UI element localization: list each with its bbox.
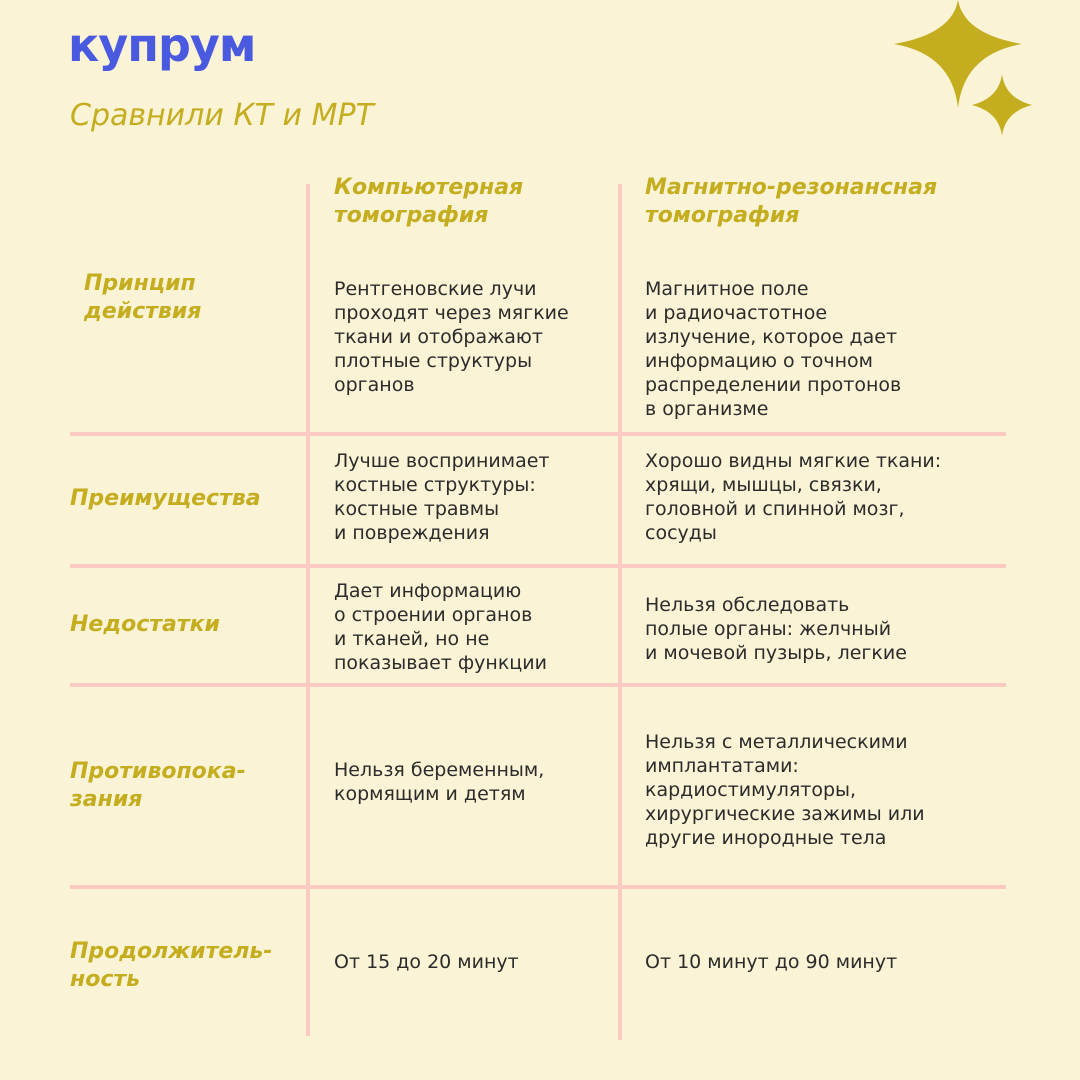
sparkle-stars-icon [880, 0, 1050, 150]
small-star-icon [972, 74, 1032, 136]
column-header-ct: Компьютерная томография [334, 175, 524, 228]
cell-ct-contraindications: Нельзя беременным, кормящим и детям [334, 759, 545, 805]
row-divider-2 [70, 564, 1006, 568]
row-divider-1 [70, 432, 1006, 436]
cell-mri-duration: От 10 минут до 90 минут [645, 951, 898, 973]
row-label-disadvantages: Недостатки [70, 612, 220, 637]
cell-mri-principle: Магнитное поле и радиочастотное излучение, которое дает информацию о точном распределении протонов в организме [645, 278, 902, 420]
cell-mri-contraindications: Нельзя с металлическими имплантатами: кардиостимуляторы, хирургические зажимы или другие инородные тела [645, 731, 925, 849]
column-divider-2 [618, 184, 622, 1040]
row-label-contraindications: Противопока- зания [70, 759, 246, 812]
row-label-principle: Принцип действия [84, 271, 202, 324]
cell-mri-disadvantages: Нельзя обследовать полые органы: желчный и мочевой пузырь, легкие [645, 594, 907, 664]
cell-ct-principle: Рентгеновские лучи проходят через мягкие ткани и отображают плотные структуры органов [334, 278, 569, 396]
brand-logo: купрум [68, 18, 256, 72]
row-label-advantages: Преимущества [70, 486, 261, 511]
column-header-mri: Магнитно-резонансная томография [645, 175, 938, 228]
row-label-duration: Продолжитель- ность [70, 939, 273, 992]
row-divider-3 [70, 683, 1006, 687]
page-subtitle: Сравнили КТ и МРТ [70, 98, 374, 133]
cell-ct-disadvantages: Дает информацию о строении органов и тканей, но не показывает функции [334, 580, 547, 674]
cell-ct-advantages: Лучше воспринимает костные структуры: костные травмы и повреждения [334, 450, 550, 544]
row-divider-4 [70, 885, 1006, 889]
cell-mri-advantages: Хорошо видны мягкие ткани: хрящи, мышцы, связки, головной и спинной мозг, сосуды [645, 450, 942, 544]
cell-ct-duration: От 15 до 20 минут [334, 951, 519, 973]
